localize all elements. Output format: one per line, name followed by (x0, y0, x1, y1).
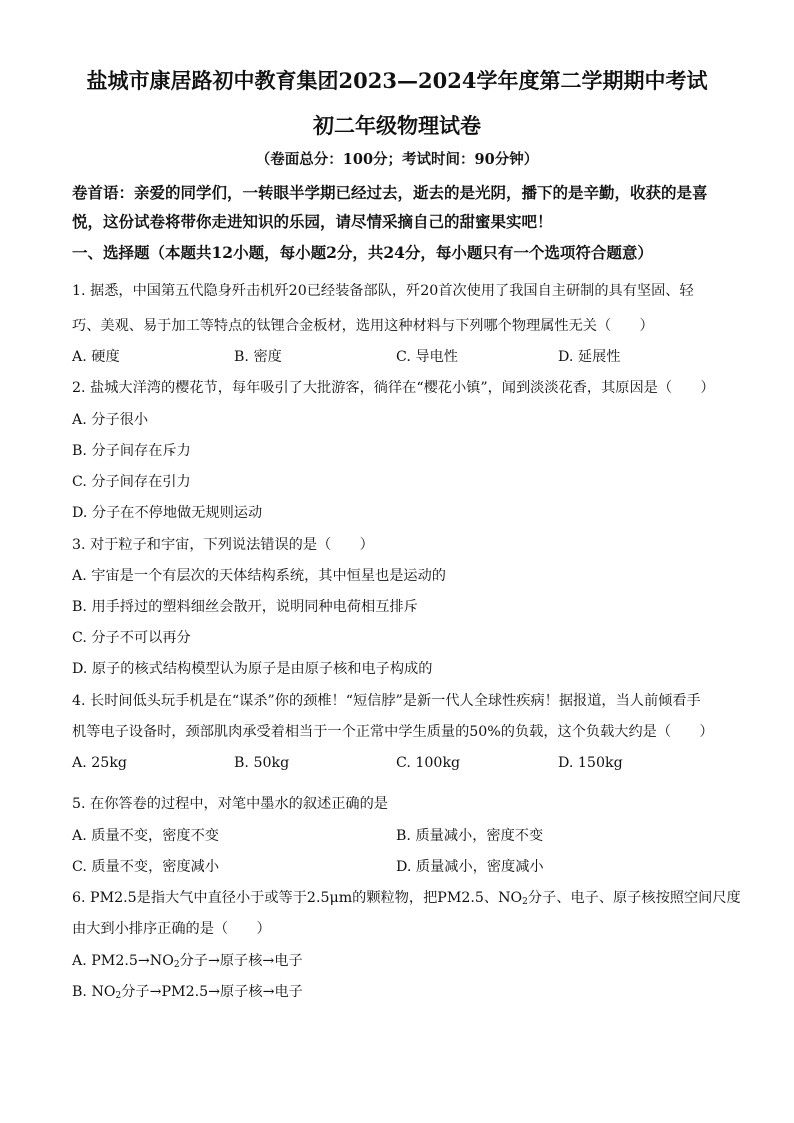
section-heading: 一、选择题（本题共12小题，每小题2分，共24分，每小题只有一个选项符合题意） (72, 243, 653, 262)
question-3-option-b: B. 用手捋过的塑料细丝会散开，说明同种电荷相互排斥 (72, 599, 418, 615)
question-2-option-c: C. 分子间存在引力 (72, 474, 191, 490)
question-6-line-2: 由大到小排序正确的是（ ） (72, 921, 271, 937)
exam-subtitle: 初二年级物理试卷 (313, 113, 481, 138)
question-2-option-a: A. 分子很小 (72, 412, 149, 428)
question-4-option-b: B. 50kg (234, 755, 290, 771)
question-1-line-2: 巧、美观、易于加工等特点的钛锂合金板材，选用这种材料与下列哪个物理属性无关（ ） (72, 318, 654, 334)
question-2-option-b: B. 分子间存在斥力 (72, 443, 191, 459)
question-6-line-1 (72, 888, 741, 912)
question-5-option-b: B. 质量减小，密度不变 (396, 828, 544, 844)
question-3-option-a: A. 宇宙是一个有层次的天体结构系统，其中恒星也是运动的 (72, 568, 446, 584)
question-6-option-b-part-b: 分子→PM2.5→原子核→电子 (121, 984, 303, 1000)
question-1-option-d: D. 延展性 (558, 349, 621, 365)
question-4-option-c: C. 100kg (396, 755, 461, 771)
question-2-option-d: D. 分子在不停地做无规则运动 (72, 505, 263, 521)
question-6-line-1-part-a: 6. PM2.5是指大气中直径小于或等于2.5μm的颗粒物，把PM2.5、NO (72, 890, 523, 906)
question-6-option-a (72, 951, 724, 975)
question-2-line-1: 2. 盐城大洋湾的樱花节，每年吸引了大批游客，徜徉在“樱花小镇”，闻到淡淡花香，其原因是（ ） (72, 380, 715, 396)
question-1-option-c: C. 导电性 (396, 349, 458, 365)
question-4-line-1: 4. 长时间低头玩手机是在“谋杀”你的颈椎！“短信脖”是新一代人全球性疾病！据报道，当人前倾看手 (72, 693, 701, 709)
question-6-option-a-part-a: A. PM2.5→NO (72, 953, 174, 969)
question-6-option-a-part-b: 分子→原子核→电子 (179, 953, 303, 969)
question-1-option-b: B. 密度 (234, 349, 282, 365)
preface-text: 卷首语：亲爱的同学们，一转眼半学期已经过去，逝去的是光阴，播下的是辛勤，收获的是喜悦，这份试卷将带你走进知识的乐园，请尽情采摘自己的甜蜜果实吧！ (72, 183, 708, 231)
exam-title: 盐城市康居路初中教育集团2023—2024学年度第二学期期中考试 (86, 68, 708, 93)
question-1-option-a: A. 硬度 (72, 349, 120, 365)
question-4-option-d: D. 150kg (558, 755, 623, 771)
question-4-line-2: 机等电子设备时，颈部肌肉承受着相当于一个正常中学生质量的50%的负载，这个负载大约是（ ） (72, 724, 714, 740)
question-6-line-1-part-b: 分子、电子、原子核按照空间尺度 (527, 890, 741, 906)
question-3-option-d: D. 原子的核式结构模型认为原子是由原子核和电子构成的 (72, 661, 433, 677)
question-6-line-1-subscript: 2 (522, 897, 528, 907)
question-4-option-a: A. 25kg (72, 755, 127, 771)
exam-info: （卷面总分：100分；考试时间：90分钟） (255, 151, 539, 168)
question-6-option-b-part-a: B. NO (72, 984, 116, 1000)
question-6-option-b (72, 982, 724, 1006)
question-5-option-d: D. 质量减小，密度减小 (396, 859, 544, 875)
question-3-line-1: 3. 对于粒子和宇宙，下列说法错误的是（ ） (72, 537, 374, 553)
question-5-option-c: C. 质量不变，密度减小 (72, 859, 220, 875)
question-3-option-c: C. 分子不可以再分 (72, 630, 191, 646)
question-5-line-1: 5. 在你答卷的过程中，对笔中墨水的叙述正确的是 (72, 796, 388, 812)
question-6-option-a-subscript: 2 (173, 960, 180, 970)
question-1-line-1: 1. 据悉，中国第五代隐身歼击机歼20已经装备部队，歼20首次使用了我国自主研制的具有坚固、轻 (72, 283, 694, 299)
question-5-option-a: A. 质量不变，密度不变 (72, 828, 219, 844)
question-6-option-b-subscript: 2 (115, 991, 122, 1001)
